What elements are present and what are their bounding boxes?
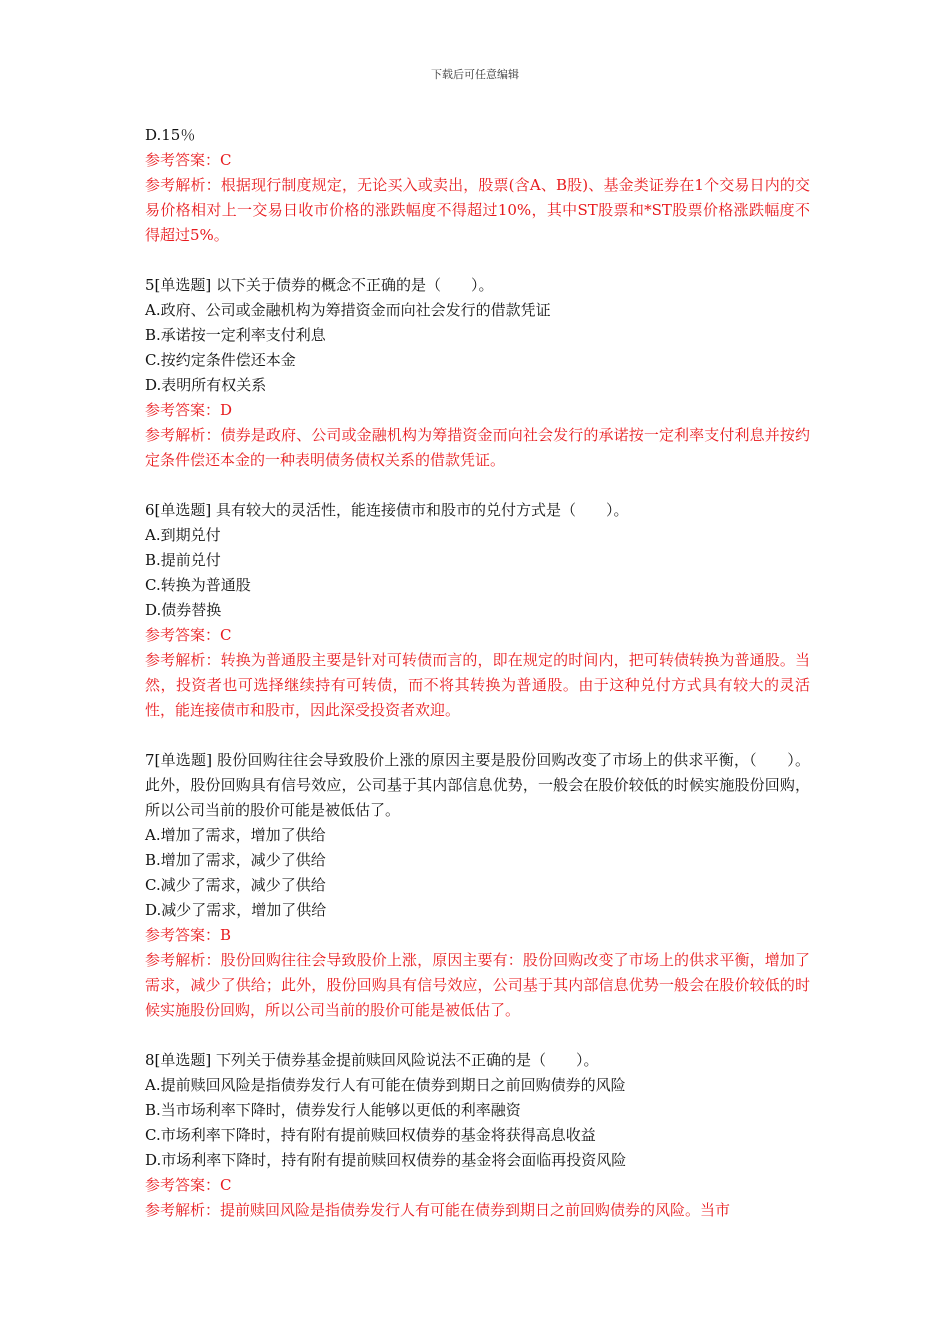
q7-analysis: 参考解析：股份回购往往会导致股价上涨，原因主要有：股份回购改变了市场上的供求平衡，增加了需求，减少了供给；此外，股份回购具有信号效应，公司基于其内部信息优势一般会在股价较低的时候实施股份回购，所以公司当前的股价可能是被低估了。 <box>145 951 810 1019</box>
q6-option-a: A.到期兑付 <box>145 526 221 544</box>
q4-option-d: D.15％ <box>145 126 196 144</box>
page-header: 下载后可任意编辑 <box>431 68 519 81</box>
q8-option-d: D.市场利率下降时，持有附有提前赎回权债券的基金将会面临再投资风险 <box>145 1151 627 1169</box>
q6-option-b: B.提前兑付 <box>145 551 221 569</box>
q4-analysis: 参考解析：根据现行制度规定，无论买入或卖出，股票(含A、B股)、基金类证券在1个交易日内的交易价格相对上一交易日收市价格的涨跌幅度不得超过10%，其中ST股票和*ST股票价格涨跌幅度不得超过5%。 <box>145 176 810 244</box>
q7-answer: 参考答案：B <box>145 926 232 944</box>
q5-answer: 参考答案：D <box>145 401 233 419</box>
q5-option-d: D.表明所有权关系 <box>145 376 267 394</box>
q8-option-a: A.提前赎回风险是指债券发行人有可能在债券到期日之前回购债券的风险 <box>145 1076 626 1094</box>
q7-option-b: B.增加了需求，减少了供给 <box>145 851 326 869</box>
q8-stem: 8[单选题] 下列关于债券基金提前赎回风险说法不正确的是（ ）。 <box>145 1051 599 1069</box>
q7-option-c: C.减少了需求，减少了供给 <box>145 876 326 894</box>
document-body <box>145 123 810 1223</box>
q6-answer: 参考答案：C <box>145 626 232 644</box>
q4-answer: 参考答案：C <box>145 151 232 169</box>
q8-option-c: C.市场利率下降时，持有附有提前赎回权债券的基金将获得高息收益 <box>145 1126 596 1144</box>
q7-option-d: D.减少了需求，增加了供给 <box>145 901 327 919</box>
q6-option-c: C.转换为普通股 <box>145 576 251 594</box>
q7-option-a: A.增加了需求，增加了供给 <box>145 826 326 844</box>
q5-option-b: B.承诺按一定利率支付利息 <box>145 326 326 344</box>
q5-option-a: A.政府、公司或金融机构为筹措资金而向社会发行的借款凭证 <box>145 301 551 319</box>
q8-analysis: 参考解析：提前赎回风险是指债券发行人有可能在债券到期日之前回购债券的风险。当市 <box>145 1201 731 1219</box>
q5-stem: 5[单选题] 以下关于债券的概念不正确的是（ ）。 <box>145 276 494 294</box>
q6-stem: 6[单选题] 具有较大的灵活性，能连接债市和股市的兑付方式是（ ）。 <box>145 501 629 519</box>
q5-option-c: C.按约定条件偿还本金 <box>145 351 296 369</box>
q7-stem: 7[单选题] 股份回购往往会导致股价上涨的原因主要是股份回购改变了市场上的供求平衡，（ ）。此外，股份回购具有信号效应，公司基于其内部信息优势，一般会在股价较低的时候实施股份回购，所以公司当前的股价可能是被低估了。 <box>145 751 810 819</box>
q5-analysis: 参考解析：债券是政府、公司或金融机构为筹措资金而向社会发行的承诺按一定利率支付利息并按约定条件偿还本金的一种表明债务债权关系的借款凭证。 <box>145 426 810 469</box>
q8-answer: 参考答案：C <box>145 1176 232 1194</box>
q6-option-d: D.债券替换 <box>145 601 222 619</box>
q8-option-b: B.当市场利率下降时，债券发行人能够以更低的利率融资 <box>145 1101 521 1119</box>
q6-analysis: 参考解析：转换为普通股主要是针对可转债而言的，即在规定的时间内，把可转债转换为普通股。当然，投资者也可选择继续持有可转债，而不将其转换为普通股。由于这种兑付方式具有较大的灵活性，能连接债市和股市，因此深受投资者欢迎。 <box>145 651 810 719</box>
